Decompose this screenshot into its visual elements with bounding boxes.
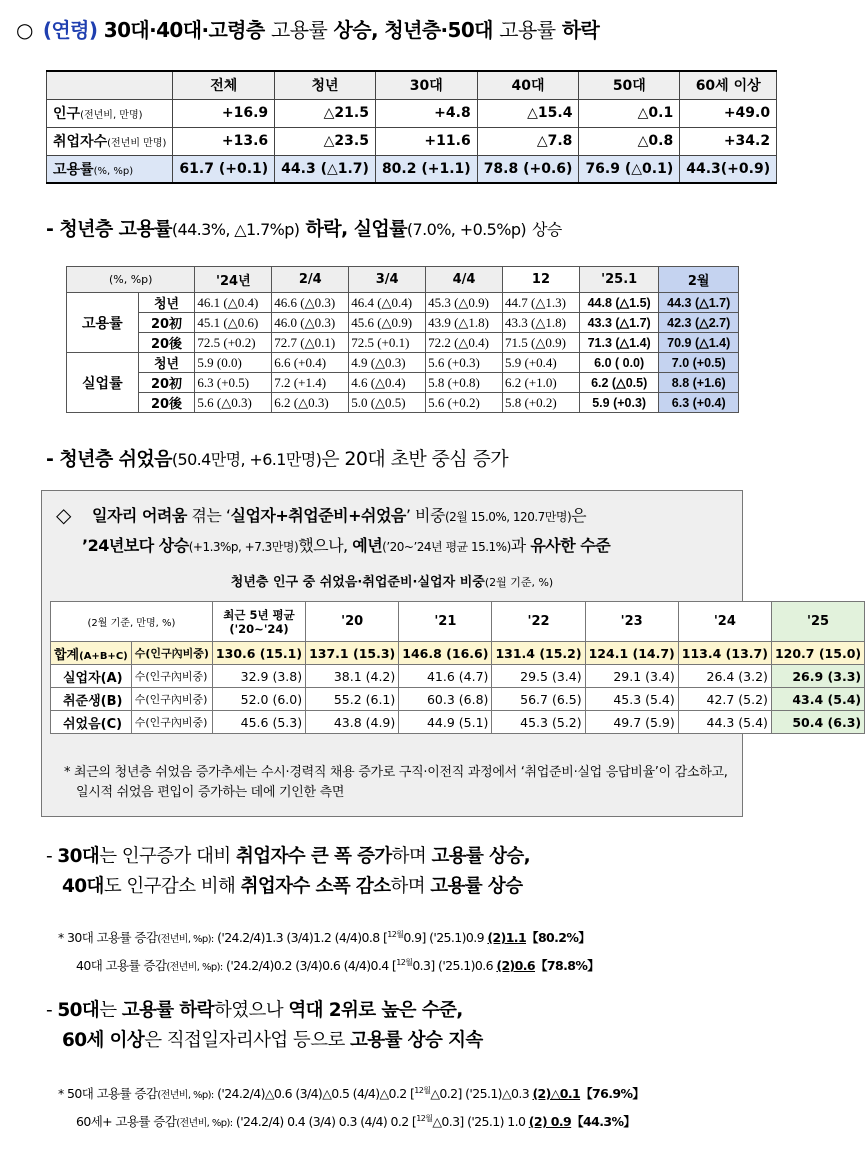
header-cell: 2월: [659, 267, 739, 293]
row-label: 취준생(B): [51, 688, 132, 711]
row-label-sub: (A+B+C): [79, 650, 128, 662]
footnote-text: (2)1.1: [487, 930, 527, 945]
footnote-text: 30대 고용률 증감: [67, 930, 158, 945]
table-cell: △0.8: [579, 127, 680, 155]
row-label: 합계: [54, 647, 80, 663]
table-cell: 49.7 (5.9): [585, 711, 678, 734]
footnote-text: ('24.2/4)△0.6 (3/4)△0.5 (4/4)△0.2 [: [217, 1086, 415, 1101]
table-cell: 80.2 (+1.1): [375, 155, 477, 183]
footnote-text: 60세+ 고용률 증감: [76, 1114, 177, 1129]
footnote-40s: [76, 956, 599, 974]
table-cell: 6.6 (+0.4): [272, 353, 349, 373]
box-table-caption: [42, 571, 742, 590]
para-text: 역대 2위로 높은 수준,: [288, 1000, 463, 1021]
para-text: 취업자수 소폭 감소: [240, 876, 391, 897]
table-cell: 8.8 (+1.6): [659, 373, 739, 393]
row-unit: (%, %p): [93, 165, 134, 177]
table-row: [51, 711, 865, 734]
table-cell: 6.2 (△0.5): [579, 373, 659, 393]
table-cell: △7.8: [477, 127, 579, 155]
table-cell: 43.3 (△1.8): [503, 313, 580, 333]
table-cell: 5.8 (+0.2): [503, 393, 580, 413]
row-label: 인구: [53, 106, 81, 122]
section-50s-60s: [46, 996, 483, 1056]
box-footnote: * 최근의 청년층 쉬었음 증가추세는 수시·경력직 채용 증가로 구직·이전직 과정에서 ‘취업준비·실업 응답비율’이 감소하고, 일시적 쉬었음 편입이 증가하는 데에 기인한 측면: [64, 765, 728, 800]
table-cell: 5.9 (0.0): [195, 353, 272, 373]
section-text: (50.4만명, +6.1만명): [171, 450, 322, 469]
table-cell: 60.3 (6.8): [399, 688, 492, 711]
table-cell: 43.8 (4.9): [306, 711, 399, 734]
header-cell: 12: [503, 267, 580, 293]
table-cell: 71.3 (△1.4): [579, 333, 659, 353]
table-cell: 43.4 (5.4): [771, 688, 864, 711]
footnote-star: *: [58, 1086, 64, 1101]
header-cell: 4/4: [426, 267, 503, 293]
table-cell: 46.6 (△0.3): [272, 293, 349, 313]
table-cell: 26.4 (3.2): [678, 665, 771, 688]
group-label: 실업률: [67, 353, 139, 413]
table-cell: 76.9 (△0.1): [579, 155, 680, 183]
table-cell: 52.0 (6.0): [212, 688, 305, 711]
footnote-text: (전년비, %p):: [166, 962, 223, 973]
sub-label: 청년: [138, 293, 195, 313]
table-cell: 45.3 (5.4): [585, 688, 678, 711]
table-cell: 32.9 (3.8): [212, 665, 305, 688]
table-cell: +16.9: [173, 99, 275, 127]
section-text: 청년층 쉬었음: [59, 448, 172, 470]
header-cell: 3/4: [349, 267, 426, 293]
page-heading: [16, 14, 599, 43]
section-text: (7.0%, +0.5%p): [406, 220, 527, 239]
section-youth-inactive: [46, 444, 508, 471]
table-cell: 44.3 (5.4): [678, 711, 771, 734]
para-text: 고용률 상승,: [431, 846, 531, 867]
footnote-text: ('24.2/4)1.3 (3/4)1.2 (4/4)0.8 [: [217, 930, 388, 945]
table-row: [67, 293, 739, 313]
footnote-text: (2)△0.1: [532, 1086, 581, 1101]
header-cell: 50대: [579, 71, 680, 99]
header-cell: 2/4: [272, 267, 349, 293]
table-cell: 42.3 (△2.7): [659, 313, 739, 333]
box-text: 했으나,: [298, 536, 353, 555]
table-cell: 44.3 (△1.7): [275, 155, 376, 183]
table-cell: 78.8 (+0.6): [477, 155, 579, 183]
section-dash: -: [46, 1000, 53, 1021]
header-cell: '22: [492, 602, 585, 642]
footnote-text: 【44.3%】: [571, 1114, 636, 1129]
table-cell: △15.4: [477, 99, 579, 127]
table-cell: 45.3 (5.2): [492, 711, 585, 734]
footnote-sup: 12월: [396, 957, 413, 967]
row-header: [47, 127, 173, 155]
table-cell: 72.5 (+0.1): [349, 333, 426, 353]
box-text: 일자리 어려움: [92, 506, 187, 525]
footnote-sup: 12월: [387, 929, 404, 939]
table-cell: 46.4 (△0.4): [349, 293, 426, 313]
footnote-text: 0.9] ('25.1)0.9: [403, 930, 484, 945]
sub-label: 20後: [138, 393, 195, 413]
table-cell: 4.6 (△0.4): [349, 373, 426, 393]
table-cell: 70.9 (△1.4): [659, 333, 739, 353]
table-cell: 50.4 (6.3): [771, 711, 864, 734]
header-cell: 청년: [275, 71, 376, 99]
heading-part4: 청년층·50대: [384, 18, 493, 42]
header-cell: '25.1: [579, 267, 659, 293]
section-dash: -: [46, 846, 53, 867]
table-cell: 46.0 (△0.3): [272, 313, 349, 333]
table-header-row: [51, 602, 865, 642]
table-cell: △0.1: [579, 99, 680, 127]
heading-bullet: ○: [16, 18, 33, 42]
header-cell: 전체: [173, 71, 275, 99]
table-cell: 44.8 (△1.5): [579, 293, 659, 313]
table-header-row: [67, 267, 739, 293]
header-cell: 60세 이상: [680, 71, 777, 99]
footnote-50s: [58, 1084, 644, 1102]
para-text: 60세 이상: [62, 1030, 145, 1051]
section-text: 실업률: [353, 218, 407, 240]
table-cell: 6.2 (△0.3): [272, 393, 349, 413]
table-cell: 43.9 (△1.8): [426, 313, 503, 333]
box-text: 은: [571, 506, 587, 525]
table-cell: 124.1 (14.7): [585, 642, 678, 665]
table-cell: 43.3 (△1.7): [579, 313, 659, 333]
table-cell: +4.8: [375, 99, 477, 127]
section-text: (44.3%, △1.7%p): [171, 220, 300, 239]
box-text: 유사한 수준: [530, 536, 611, 555]
box-text: 예년: [352, 536, 383, 555]
header-cell: 40대: [477, 71, 579, 99]
footnote-text: 50대 고용률 증감: [67, 1086, 158, 1101]
table-cell: 7.2 (+1.4): [272, 373, 349, 393]
footnote-text: 【76.9%】: [580, 1086, 645, 1101]
table-row: [67, 393, 739, 413]
table-cell: 6.3 (+0.5): [195, 373, 272, 393]
table-row: [67, 333, 739, 353]
table-row: [51, 642, 865, 665]
table-cell: 44.7 (△1.3): [503, 293, 580, 313]
header-cell: 30대: [375, 71, 477, 99]
para-text: 고용률 상승 지속: [350, 1030, 483, 1051]
table-cell: 5.9 (+0.3): [579, 393, 659, 413]
table-cell: 6.2 (+1.0): [503, 373, 580, 393]
table-cell: 45.6 (△0.9): [349, 313, 426, 333]
para-text: 하며: [390, 876, 431, 897]
header-cell: '24: [678, 602, 771, 642]
para-text: 도 인구감소 비해: [103, 876, 241, 897]
table-row: [51, 688, 865, 711]
row-header: [51, 642, 132, 665]
table-cell: 38.1 (4.2): [306, 665, 399, 688]
table-cell: 130.6 (15.1): [212, 642, 305, 665]
footnote-text: 【80.2%】: [526, 930, 591, 945]
table-cell: 5.6 (△0.3): [195, 393, 272, 413]
group-label: 고용률: [67, 293, 139, 353]
section-text: 은 20대 초반 중심 증가: [321, 448, 508, 470]
para-text: 30대: [57, 846, 100, 867]
table-cell: 42.7 (5.2): [678, 688, 771, 711]
table-cell: 29.1 (3.4): [585, 665, 678, 688]
table-cell: △23.5: [275, 127, 376, 155]
header-cell: '25: [771, 602, 864, 642]
para-text: 는 인구증가 대비: [99, 846, 236, 867]
box-text: 과: [510, 536, 531, 555]
footnote-text: △0.2] ('25.1)△0.3: [430, 1086, 530, 1101]
box-text: ’ 비중: [405, 506, 445, 525]
table-cell: 5.8 (+0.8): [426, 373, 503, 393]
table-cell: 71.5 (△0.9): [503, 333, 580, 353]
box-line-1: [92, 503, 586, 526]
table-cell: 137.1 (15.3): [306, 642, 399, 665]
unit-cell: (2월 기준, 만명, %): [51, 602, 213, 642]
footnote-text: 40대 고용률 증감: [76, 958, 167, 973]
table-cell: 120.7 (15.0): [771, 642, 864, 665]
table-row: [47, 99, 777, 127]
para-text: 는: [99, 1000, 122, 1021]
footnote-text: ('24.2/4) 0.4 (3/4) 0.3 (4/4) 0.2 [: [235, 1114, 417, 1129]
box-line-2: [82, 533, 610, 556]
row-label: 실업자(A): [51, 665, 132, 688]
table-row: [51, 665, 865, 688]
count-label: 수(인구內비중): [131, 642, 212, 665]
footnote-60s: [76, 1112, 635, 1130]
row-unit: (전년비 만명): [107, 138, 167, 149]
para-line: [46, 1026, 483, 1056]
table-cell: 41.6 (4.7): [399, 665, 492, 688]
heading-part5: 고용률: [499, 18, 556, 42]
table-cell: 44.3 (△1.7): [659, 293, 739, 313]
footnote-text: ('24.2/4)0.2 (3/4)0.6 (4/4)0.4 [: [226, 958, 397, 973]
para-line: [46, 842, 530, 872]
table-cell: 7.0 (+0.5): [659, 353, 739, 373]
footnote-text: (전년비, %p):: [157, 934, 214, 945]
table-row: [47, 127, 777, 155]
table-cell: 5.0 (△0.5): [349, 393, 426, 413]
section-text: 하락,: [305, 218, 348, 240]
table-cell: 26.9 (3.3): [771, 665, 864, 688]
table-cell: +11.6: [375, 127, 477, 155]
table-cell: 5.6 (+0.2): [426, 393, 503, 413]
row-label: 취업자수: [53, 134, 108, 150]
table-cell: 146.8 (16.6): [399, 642, 492, 665]
box-text: (+1.3%p, +7.3만명): [188, 540, 299, 554]
table-cell: 45.3 (△0.9): [426, 293, 503, 313]
para-text: 하며: [391, 846, 432, 867]
table-cell: 72.7 (△0.1): [272, 333, 349, 353]
table-cell: 72.2 (△0.4): [426, 333, 503, 353]
para-text: 40대: [62, 876, 104, 897]
row-label: 고용률: [53, 161, 94, 178]
table-cell: △21.5: [275, 99, 376, 127]
inactive-share-table: [50, 601, 865, 734]
table-cell: 6.0 ( 0.0): [579, 353, 659, 373]
footnote-text: (2)0.6: [496, 958, 536, 973]
sub-label: 20後: [138, 333, 195, 353]
section-30s-40s: [46, 842, 530, 902]
header-cell: '20: [306, 602, 399, 642]
para-text: 취업자수 큰 폭 증가: [235, 846, 392, 867]
table-cell: 113.4 (13.7): [678, 642, 771, 665]
box-text: 겪는 ‘: [186, 506, 231, 525]
age-summary-table: [46, 70, 777, 184]
section-dash: -: [46, 218, 54, 240]
row-label: 쉬었음(C): [51, 711, 132, 734]
footnote-sup: 12월: [416, 1113, 433, 1123]
table-cell: +49.0: [680, 99, 777, 127]
para-text: 고용률 하락: [121, 1000, 214, 1021]
row-header: [47, 99, 173, 127]
diamond-icon: ◇: [56, 503, 72, 527]
heading-part3: 상승,: [333, 18, 378, 42]
table-cell: 44.9 (5.1): [399, 711, 492, 734]
box-text: ’24년보다 상승: [82, 536, 189, 555]
caption-text: 청년층 인구 중 쉬었음·취업준비·실업자 비중: [230, 575, 485, 590]
header-cell: [47, 71, 173, 99]
youth-rate-table: [66, 266, 739, 413]
footnote-star: *: [58, 930, 64, 945]
table-cell: 6.3 (+0.4): [659, 393, 739, 413]
count-label: 수(인구內비중): [131, 665, 212, 688]
table-cell: 44.3(+0.9): [680, 155, 777, 183]
table-cell: 45.6 (5.3): [212, 711, 305, 734]
table-cell: 55.2 (6.1): [306, 688, 399, 711]
header-cell: '21: [399, 602, 492, 642]
table-row: [67, 313, 739, 333]
box-text: (2월 15.0%, 120.7만명): [444, 510, 572, 524]
footnote-text: 0.3] ('25.1)0.6: [412, 958, 493, 973]
section-youth-rate: [46, 214, 562, 241]
footnote-text: (2) 0.9: [528, 1114, 572, 1129]
highlight-box: [41, 490, 862, 817]
section-text: 청년층 고용률: [59, 218, 172, 240]
table-cell: 131.4 (15.2): [492, 642, 585, 665]
para-text: 하였으나: [213, 1000, 289, 1021]
table-cell: +34.2: [680, 127, 777, 155]
table-cell: 72.5 (+0.2): [195, 333, 272, 353]
box-text: (’20~’24년 평균 15.1%): [382, 540, 511, 554]
table-cell: 29.5 (3.4): [492, 665, 585, 688]
sub-label: 20初: [138, 313, 195, 333]
footnote-text: 【78.8%】: [535, 958, 600, 973]
table-header-row: [47, 71, 777, 99]
para-text: 고용률 상승: [430, 876, 523, 897]
footnote-text: (전년비, %p):: [176, 1118, 233, 1129]
unit-cell: (%, %p): [67, 267, 195, 293]
count-label: 수(인구內비중): [131, 711, 212, 734]
table-row: [67, 373, 739, 393]
para-line: [46, 996, 483, 1026]
heading-part1: 30대·40대·고령층: [103, 18, 265, 42]
caption-unit: (2월 기준, %): [484, 576, 554, 589]
table-row: [47, 155, 777, 183]
table-cell: 5.9 (+0.4): [503, 353, 580, 373]
section-text: 상승: [532, 220, 562, 239]
table-cell: 45.1 (△0.6): [195, 313, 272, 333]
table-row: [67, 353, 739, 373]
header-cell: '23: [585, 602, 678, 642]
para-text: 은 직접일자리사업 등으로: [144, 1030, 351, 1051]
table-cell: 4.9 (△0.3): [349, 353, 426, 373]
footnote-30s: [58, 928, 590, 946]
heading-part6: 하락: [561, 18, 600, 42]
heading-tag: (연령): [42, 18, 98, 42]
section-dash: -: [46, 448, 54, 470]
row-header: [47, 155, 173, 183]
heading-part2: 고용률: [271, 18, 328, 42]
sub-label: 청년: [138, 353, 195, 373]
para-line: [46, 872, 530, 902]
footnote-sup: 12월: [414, 1085, 431, 1095]
footnote-text: △0.3] ('25.1) 1.0: [432, 1114, 526, 1129]
para-text: 50대: [57, 1000, 100, 1021]
header-cell: '24년: [195, 267, 272, 293]
row-unit: (전년비, 만명): [80, 110, 143, 121]
table-cell: 5.6 (+0.3): [426, 353, 503, 373]
footnote-text: (전년비, %p):: [157, 1090, 214, 1101]
table-cell: +13.6: [173, 127, 275, 155]
sub-label: 20初: [138, 373, 195, 393]
count-label: 수(인구內비중): [131, 688, 212, 711]
table-cell: 46.1 (△0.4): [195, 293, 272, 313]
table-cell: 56.7 (6.5): [492, 688, 585, 711]
header-cell: 최근 5년 평균 ('20~'24): [212, 602, 305, 642]
table-cell: 61.7 (+0.1): [173, 155, 275, 183]
box-text: 실업자+취업준비+쉬었음: [230, 506, 406, 525]
